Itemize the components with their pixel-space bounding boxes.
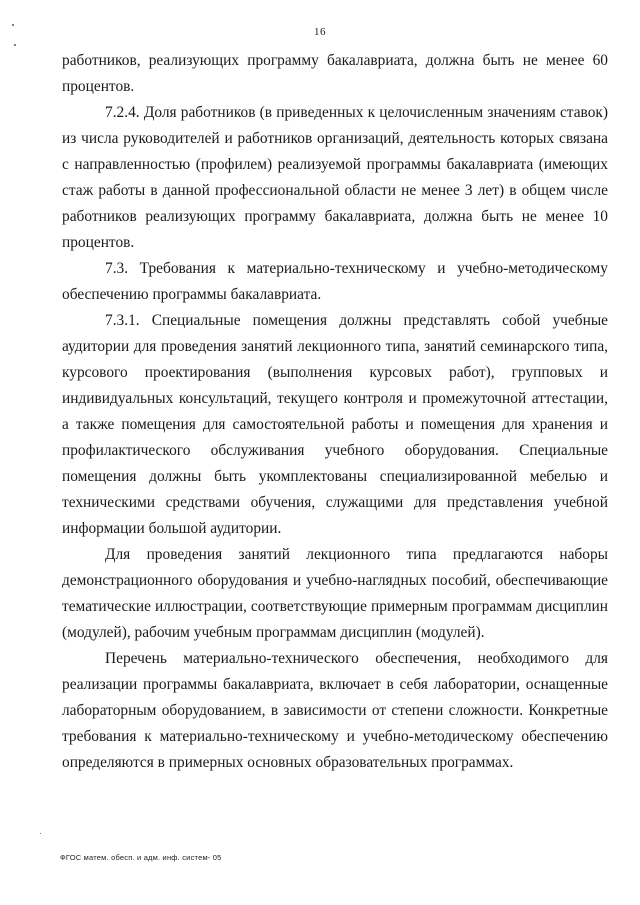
footer-note: ФГОС матем. обесп. и адм. инф. систем- 05 bbox=[60, 853, 222, 862]
scan-speck bbox=[40, 833, 41, 834]
paragraph-7-3-1: 7.3.1. Специальные помещения должны представлять собой учебные аудитории для проведения занятий лекционного типа, занятий семинарского типа, курсового проектирования (выполнения курсовых работ), групповых и индивидуальных консультаций, текущего контроля и промежуточной аттестации, а также помещения для самостоятельной работы и помещения для хранения и профилактического обслуживания учебного оборудования. Специальные помещения должны быть укомплектованы специализированной мебелью и техническими средствами обучения, служащими для представления учебной информации большой аудитории. bbox=[62, 312, 608, 537]
paragraph-7-2-4: 7.2.4. Доля работников (в приведенных к целочисленным значениям ставок) из числа руководителей и работников организаций, деятельность которых связана с направленностью (профилем) реализуемой программы бакалавриата (имеющих стаж работы в данной профессиональной области не менее 3 лет) в общем числе работников реализующих программу бакалавриата, должна быть не менее 10 процентов. bbox=[62, 104, 608, 251]
paragraph-continuation: работников, реализующих программу бакалавриата, должна быть не менее 60 процентов. bbox=[62, 52, 608, 95]
paragraph-7-3: 7.3. Требования к материально-техническому и учебно-методическому обеспечению программы бакалавриата. bbox=[62, 260, 608, 303]
page-number: 16 bbox=[314, 26, 326, 38]
scan-speck bbox=[14, 44, 16, 46]
body-text bbox=[62, 48, 608, 776]
paragraph-lecture-equipment: Для проведения занятий лекционного типа предлагаются наборы демонстрационного оборудования и учебно-наглядных пособий, обеспечивающие тематические иллюстрации, соответствующие примерным программам дисциплин (модулей), рабочим учебным программам дисциплин (модулей). bbox=[62, 546, 608, 641]
paragraph-laboratories: Перечень материально-технического обеспечения, необходимого для реализации программы бакалавриата, включает в себя лаборатории, оснащенные лабораторным оборудованием, в зависимости от степени сложности. Конкретные требования к материально-техническому и учебно-методическому обеспечению определяются в примерных основных образовательных программах. bbox=[62, 650, 608, 771]
